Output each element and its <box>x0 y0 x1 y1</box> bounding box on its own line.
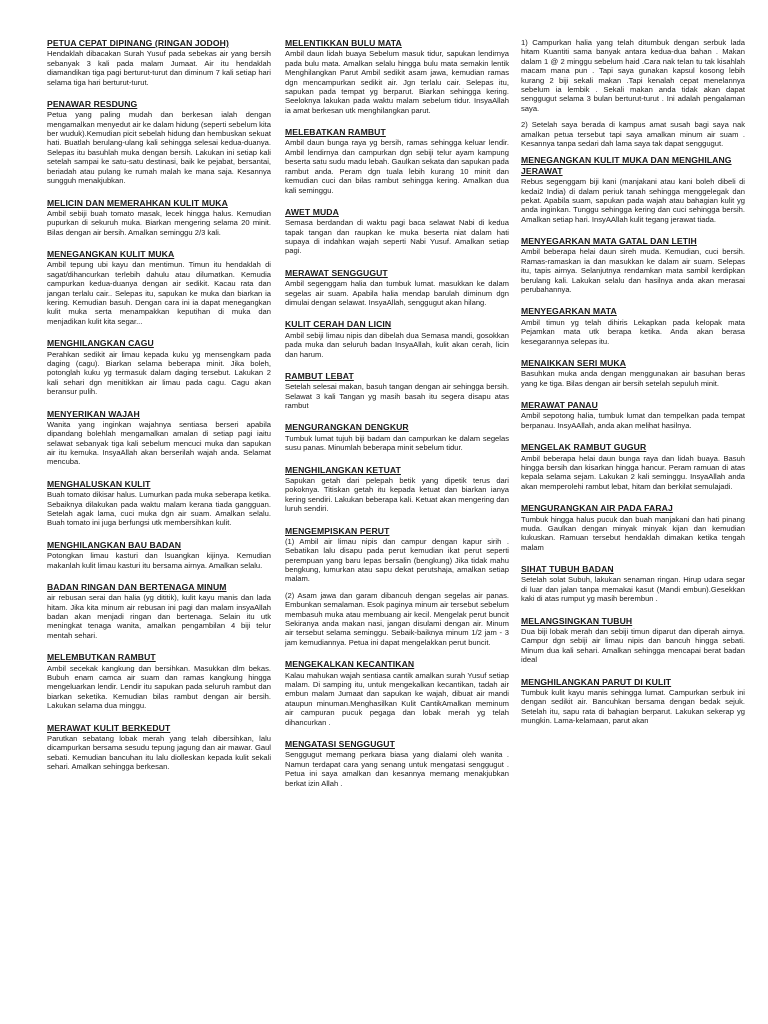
section-heading: MENGELAK RAMBUT GUGUR <box>521 442 647 453</box>
column-right <box>521 38 745 738</box>
section-body: Parutkan sebatang lobak merah yang telah dibersihkan, lalu dicampurkan bersama sesudu tepung jagung dan air mawar. Gaul sebati. Kemudian bancuhan itu lalu diolleskan kepada kulit sekali sehari. Amalkan sehingga berkesan. <box>47 733 271 772</box>
section-body: Ambil secekak kangkung dan bersihkan. Masukkan dlm bekas. Bubuh enam camca air suam dan ramas kangkung hingga mengeluarkan lendir. Lendir itu sapukan pada seluruh rambut dan biarkan seketika. Kemudian bilas rambut dengan air bersih. Lakukan selama dua minggu. <box>47 663 271 711</box>
section-body: Hendaklah dibacakan Surah Yusuf pada sebekas air yang bersih sebanyak 3 kali pada malam Jumaat. Air itu hendaklah diamandikan tiga pagi berturut-turut dan diminum 7 kali setiap hari selama tiga hari berturut-turut. <box>47 49 271 87</box>
tip-section <box>47 99 271 186</box>
section-body: Dua biji lobak merah dan sebiji timun diparut dan diperah airnya. Campur dgn sebiji air limau nipis dan bancuh hingga sebati. Minum dua kali sehari. Amalkan sehingga mencapai berat badan ideal <box>521 626 745 665</box>
section-heading: KULIT CERAH DAN LICIN <box>285 319 392 330</box>
section-heading: MELANGSINGKAN TUBUH <box>521 615 633 626</box>
section-heading: MENGEKALKAN KECANTIKAN <box>285 659 415 670</box>
section-heading: RAMBUT LEBAT <box>285 370 354 381</box>
section-heading: MENGHALUSKAN KULIT <box>47 478 151 489</box>
section-body: Rebus segenggam biji kani (manjakani atau kani boleh dibeli di kedai2 India) di dalam periuk tanah sehingga menggelegak dan pekat. Apabila suam, sapukan pada wajah atau bahagian kulit yg anda inginkan. Tunggu sehingga kering dan cuci sehingga bersih. Amalkan setiap hari. InsyAAllah kulit tegang jerawat tiada. <box>521 177 745 224</box>
tip-section <box>47 540 271 570</box>
section-heading: MERAWAT PANAU <box>521 400 598 411</box>
section-body: Ambil segenggam halia dan tumbuk lumat. masukkan ke dalam segelas air suam. Apabila halia mendap barulah diminum dgn dimulai dengan selawat. InsyaAllah, senggugut akan hilang. <box>285 279 509 307</box>
section-heading: MENGEMPISKAN PERUT <box>285 525 390 536</box>
section-body: Ambil tepung ubi kayu dan mentimun. Timun itu hendaklah di sagat/dihancurkan terlebih dahulu atau dilumatkan. Kemudia campurkan kedua-duanya dengan air sedikit. Kacau rata dan jangan terlalu cair.. Selepas itu, sapukan ke muka dan biarkan ia kering. Kemudian basuh. Dengan cara ini ia dapat menegangkan kulit muka serta menampakkan keputihan di muka dan menjadikan kulit kita segar... <box>47 260 271 326</box>
tip-section <box>521 677 745 726</box>
section-body: Petua yang paling mudah dan berkesan ialah dengan mengamalkan menyedut air ke dalam hidung (seperti sebelum kita ber wuduk).Kemudian picit sebelah hidung dan hembuskan sekuat hati. Buatlah berulang-ulang kali sehingga selesai kedua-duanya. Selepas itu basuhlah muka dengan bersih. Lakukan ini setiap kali setelah sampai ke satu-satu destinasi, baik ke pejabat, bersantai, beriadah atau pulang ke rumah malah ke mana saja. Kesannya sungguh menakjubkan. <box>47 110 271 186</box>
tip-section <box>285 739 509 788</box>
section-heading: AWET MUDA <box>285 206 339 217</box>
tip-section <box>521 503 745 552</box>
tip-section <box>285 465 509 514</box>
tip-section <box>285 127 509 195</box>
section-body: Ambil sebiji buah tomato masak, lecek hingga halus. Kemudian pupurkan di sekuruh muka. Biarkan mengering selama 20 minit. Bilas dengan air bersih. Amalkan seminggu 2/3 kali. <box>47 208 271 237</box>
section-body: 1) Campurkan halia yang telah ditumbuk dengan serbuk lada hitam Kuantiti sama banyak antara kedua-dua bahan . Makan dalam 1 @ 2 minggu sebelum haid .Cara nak telan tu tak kisahlah macam mana pun . Tapi saya gunakan kapsul kosong lebih kurang 2 biji sekali makan .Tapi kenalah cepat menelannya sebelum ia lembik . Sekali makan anda tidak akan dapat senggugut selama 3 bulan berturut-turut . Ini adalah pengalaman saya. <box>521 38 745 113</box>
tip-section <box>285 38 509 115</box>
section-heading: PETUA CEPAT DIPINANG (RINGAN JODOH) <box>47 38 229 48</box>
section-heading: MENGHILANGKAN KETUAT <box>285 464 401 475</box>
tip-section <box>47 582 271 640</box>
section-heading: MENEGANGKAN KULIT MUKA DAN MENGHILANG JERAWAT <box>521 155 732 176</box>
section-heading: MENAIKKAN SERI MUKA <box>521 358 627 368</box>
section-body: Wanita yang inginkan wajahnya sentiasa berseri apabila dipandang bolehlah mengamalkan amalan di setiap pagi iaitu selawat sebanyak tiga kali sebelum mencuci muka dan sapukan air itu kemuka. InsyaAllah akan berserilah wajah anda. Selamat mencuba. <box>47 419 271 467</box>
section-body: Basuhkan muka anda dengan menggunakan air basuhan beras yang ke tiga. Bilas dengan air bersih setelah sepuluh minit. <box>521 369 745 388</box>
section-heading: MENYEGARKAN MATA <box>521 306 617 317</box>
section-body: Kalau mahukan wajah sentiasa cantik amalkan surah Yusuf setiap malam. Di samping itu, untuk mengekalkan kecantikan, tadah air embun malam Jumaat dan sapukan ke wajah, dibuat air mandi ataupun minuman.Menghasilkan Kulit CantikAmalkan meminum air campuran pucuk pegaga dan lobak merah yg telah dihancurkan . <box>285 670 509 727</box>
section-heading: BADAN RINGAN DAN BERTENAGA MINUM <box>47 581 227 592</box>
tip-section <box>47 249 271 326</box>
section-heading: MELEMBUTKAN RAMBUT <box>47 652 156 663</box>
section-body: Ambil beberapa helai daun bunga raya dan lidah buaya. Basuh hingga bersih dan kisarkan hingga hancur. Peram ramuan di atas kepala selama sejam. Lakukan 2 kali seminggu. InsyaAllah anda akan memperolehi rambut lebat, hitam dan berkilat semulajadi. <box>521 453 745 491</box>
tip-section <box>47 198 271 238</box>
tip-section <box>285 659 509 727</box>
section-body: Tumbuk lumat tujuh biji badam dan campurkan ke dalam segelas susu panas. Minumlah beberapa minit sebelum tidur. <box>285 433 509 453</box>
tip-section <box>521 38 745 148</box>
tip-section <box>47 652 271 710</box>
section-heading: MENGHILANGKAN CAGU <box>47 338 154 349</box>
column-left <box>47 38 271 784</box>
tip-section <box>285 422 509 452</box>
tip-section <box>521 155 745 224</box>
section-body: air rebusan serai dan halia (yg dititik), kulit kayu manis dan lada hitam. Jika kita minum air rebusan ini pagi dan malam insyaAllah badan akan menjadi ringan dan bertenaga. Selain itu utk meningkat tenaga wanita, amalkan pengambilan 4 biji telur mentah sehari. <box>47 593 271 640</box>
tip-section <box>521 616 745 665</box>
tip-section <box>47 409 271 467</box>
section-body: (1) Ambil air limau nipis dan campur dengan kapur sirih . Sebatikan lalu disapu pada perut kemudian ikat perut seperti perempuan yang baru lepas bersalin (bengkung) Jika tidak mahu bengkung, lumurkan atau sapu dekat perutshaja, amalkan setiap malam. <box>285 536 509 584</box>
tip-section <box>47 723 271 772</box>
section-body: Ambil sepotong halia, tumbuk lumat dan tempelkan pada tempat berpanau. InsyAAllah, anda akan melihat hasilnya. <box>521 411 745 430</box>
tip-section <box>521 236 745 294</box>
section-heading: MENYERIKAN WAJAH <box>47 408 140 419</box>
tip-section <box>285 371 509 411</box>
section-heading: MENGHILANGKAN BAU BADAN <box>47 539 182 550</box>
section-body: Semasa berdandan di waktu pagi baca selawat Nabi di kedua tapak tangan dan raupkan ke muka beserta niat dalam hati supaya di indahkan wajah seperti Nabi Yusuf. Amalkan setiap pagi. <box>285 218 509 256</box>
section-heading: MELEBATKAN RAMBUT <box>285 127 386 138</box>
section-body: Tumbuk kulit kayu manis sehingga lumat. Campurkan serbuk ini dengan sedikit air. Bancuhkan bersama dengan bedak sejuk. Setelah itu, sapu rata di bahagian berparut. Lakukan sekerap yg mungkin. Lama-kelamaan, parut akan <box>521 687 745 726</box>
tip-section <box>47 479 271 528</box>
section-heading: MERAWAT KULIT BERKEDUT <box>47 722 171 733</box>
section-heading: MENEGANGKAN KULIT MUKA <box>47 249 175 260</box>
section-body: Sapukan getah dari pelepah betik yang dipetik terus dari pokoknya. Titiskan getah itu kepada ketuat dan biarkan ianya kering sendiri. Lakukan beberapa kali. Ketuat akan mengering dan luruh sendiri. <box>285 475 509 514</box>
section-heading: MELENTIKKAN BULU MATA <box>285 38 402 48</box>
section-body: Ambil daun lidah buaya Sebelum masuk tidur, sapukan lendirnya pada bulu mata. Amalkan selalu hingga bulu mata semakin lentik Menghilangkan Parut Ambil sedikit asam jawa, kemudian ramas dgn mencampurkan sedikit air. Jgn terlalu cair. Selepas itu, sapukan pada tempat yg berparut. Biarkan sehingga kering. Seeloknya lakukan pada waktu malam sebelum tidur. InsyaAllah ia amat berkesan utk menghilangkan parut. <box>285 49 509 115</box>
section-body: Setelah solat Subuh, lakukan senaman ringan. Hirup udara segar di luar dan jalan tanpa memakai kasut (Mandi embun).Gesekkan kaki di atas rumput yg masih berembun . <box>521 575 745 604</box>
section-body: Ambil daun bunga raya yg bersih, ramas sehingga keluar lendir. Ambil lendirnya dan campurkan dgn sebiji telur ayam kampung beserta satu sudu madu lebah. Gaulkan sekata dan sapukan pada rambut anda. Peram dgn tuala lebih kurang 10 minit dan kemudian cuci dan bilas rambut sehingga kering. Amalkan dua kali seminggu. <box>285 138 509 195</box>
column-middle <box>285 38 509 800</box>
tip-section <box>47 338 271 396</box>
tip-section <box>285 319 509 359</box>
section-heading: SIHAT TUBUH BADAN <box>521 564 614 575</box>
section-body: Tumbuk hingga halus pucuk dan buah manjakani dan hati pinang muda. Gaulkan dengan minyak minyak kijan dan kemudian kukuskan. Ramuan tersebut hendaklah dimakan ketika tengah malam <box>521 514 745 552</box>
tip-section <box>521 358 745 388</box>
section-body: Ambil beberapa helai daun sireh muda. Kemudian, cuci bersih. Ramas-ramaskan ia dan masukkan ke dalam air suam. Selepas itu, tapis airnya. Selanjutnya rendamkan mata sambil kerdipkan berulang kali. Lakukan selalu dan hasilnya anda akan merasai perubahannya. <box>521 247 745 295</box>
section-body: Ambil timun yg telah dihiris Lekapkan pada kelopak mata Pejamkan mata utk berapa ketika. Anda akan berasa kesegarannya selepas itu. <box>521 317 745 346</box>
section-body: 2) Setelah saya berada di kampus amat susah bagi saya nak amalkan petua tersebut tapi saya amalkan minum air suam . Kesannya tanpa sedari dah lama saya tak dapat senggugut. <box>521 120 745 149</box>
section-heading: MERAWAT SENGGUGUT <box>285 267 388 278</box>
tip-section <box>521 400 745 430</box>
section-body: Setelah selesai makan, basuh tangan dengan air sehingga bersih. Selawat 3 kali Tangan yg masih basah itu segera disapu atas rambut <box>285 382 509 411</box>
tip-section <box>521 442 745 491</box>
section-heading: MENGATASI SENGGUGUT <box>285 739 395 750</box>
section-heading: PENAWAR RESDUNG <box>47 98 138 109</box>
section-heading: MENGURANGKAN AIR PADA FARAJ <box>521 503 673 514</box>
section-body: Perahkan sedikit air limau kepada kuku yg mensengkam pada daging (cagu). Biarkan selama beberapa minit. Jika boleh, potonglah kuku yg termasuk dalam daging tersebut. Lakukan 2 kali sehari dgn menitikkan air limau pada cagu. Cagu akan beransur pulih. <box>47 349 271 397</box>
tip-section <box>285 526 509 648</box>
section-heading: MENGURANGKAN DENGKUR <box>285 422 409 433</box>
tip-section <box>47 38 271 87</box>
section-body: Potongkan limau kasturi dan lsuangkan kijinya. Kemudian makanlah kulit limau kasturi itu bersama airnya. Amalkan selalu. <box>47 551 271 570</box>
section-heading: MELICIN DAN MEMERAHKAN KULIT MUKA <box>47 197 228 208</box>
tip-section <box>285 207 509 256</box>
tip-section <box>285 268 509 308</box>
section-body: Buah tomato dikisar halus. Lumurkan pada muka seberapa ketika. Sebaiknya dilakukan pada waktu malam kerana tiada gangguan. Setelah agak lama, cuci muka dgn air suam. Amalkan selalu. Buah tomato ini juga berfungsi utk membersihkan kulit. <box>47 490 271 528</box>
section-body: Senggugut memang perkara biasa yang dialami oleh wanita . Namun terdapat cara yang senang untuk mengatasi senggugut . Petua ini saya amalkan dan kesannya memang menakjubkan berkat izin Allah . <box>285 750 509 788</box>
tip-section <box>521 564 745 604</box>
section-body: (2) Asam jawa dan garam dibancuh dengan segelas air panas. Embunkan semalaman. Esok paginya minum air tersebut sebelum membasuh muka atau membuang air kecil. Mengelak perut buncit Sekiranya anda makan nasi, jangan disulami dengan air. Minum air tersebut selama seminggu. Sebaik-baiknya minum 1/2 jam - 3 jam kemudiannya. Petua ini dapat mengelakkan perut buncit. <box>285 590 509 647</box>
tip-section <box>521 306 745 346</box>
section-heading: MENGHILANGKAN PARUT DI KULIT <box>521 676 672 687</box>
section-body: Ambil sebiji limau nipis dan dibelah dua Semasa mandi, gosokkan pada muka dan seluruh badan InsyaAllah, kulit akan cerah, licin dan harum. <box>285 330 509 359</box>
section-heading: MENYEGARKAN MATA GATAL DAN LETIH <box>521 236 697 247</box>
